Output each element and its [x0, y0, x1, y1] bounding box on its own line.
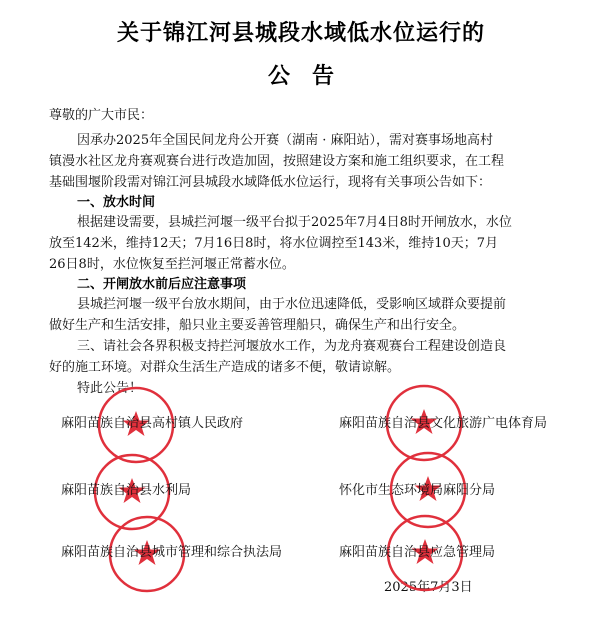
section-heading: 二、开闸放水前后应注意事项 — [77, 277, 247, 292]
intro-line: 基础围堰阶段需对锦江河县城段水域降低水位运行，现将有关事项公告如下： — [49, 175, 492, 190]
intro-line: 因承办2025年全国民间龙舟公开赛（湖南 · 麻阳站），需对赛事场地高村 — [77, 133, 493, 148]
paragraph-line: 放至142米，维持12天；7月16日8时，将水位调控至143米，维持10天；7月 — [49, 236, 499, 251]
signatory-name: 麻阳苗族自治县水利局 — [61, 483, 192, 498]
notice-title: 关于锦江河县城段水域低水位运行的 — [116, 20, 485, 46]
intro-line: 镇漫水社区龙舟赛观赛台进行改造加固，按照建设方案和施工组织要求，在工程 — [49, 154, 505, 169]
closing-remark: 特此公告！ — [77, 381, 143, 396]
paragraph-line: 26日8时，水位恢复至拦河堰正常蓄水位。 — [49, 257, 295, 272]
signatory-name: 麻阳苗族自治县文化旅游广电体育局 — [339, 416, 548, 431]
signatory-name: 麻阳苗族自治县高村镇人民政府 — [61, 416, 244, 431]
section-heading: 一、放水时间 — [77, 195, 156, 210]
paragraph-line: 根据建设需要，县城拦河堰一级平台拟于2025年7月4日8时开闸放水，水位 — [77, 215, 512, 230]
signatory-name: 怀化市生态环境局麻阳分局 — [339, 483, 496, 498]
paragraph-line: 县城拦河堰一级平台放水期间，由于水位迅速降低，受影响区域群众要提前 — [77, 297, 507, 312]
notice-date: 2025年7月3日 — [384, 580, 473, 595]
paragraph-line: 三、请社会各界积极支持拦河堰放水工作，为龙舟赛观赛台工程建设创造良 — [77, 339, 507, 354]
paragraph-line: 好的施工环境。对群众生活生产造成的诸多不便，敬请谅解。 — [49, 360, 401, 375]
salutation: 尊敬的广大市民： — [49, 108, 154, 123]
notice-subtitle: 公告 — [267, 63, 356, 89]
signatory-name: 麻阳苗族自治县应急管理局 — [339, 545, 496, 560]
signatory-name: 麻阳苗族自治县城市管理和综合执法局 — [61, 545, 283, 560]
paragraph-line: 做好生产和生活安排，船只业主要妥善管理船只，确保生产和出行安全。 — [49, 318, 466, 333]
